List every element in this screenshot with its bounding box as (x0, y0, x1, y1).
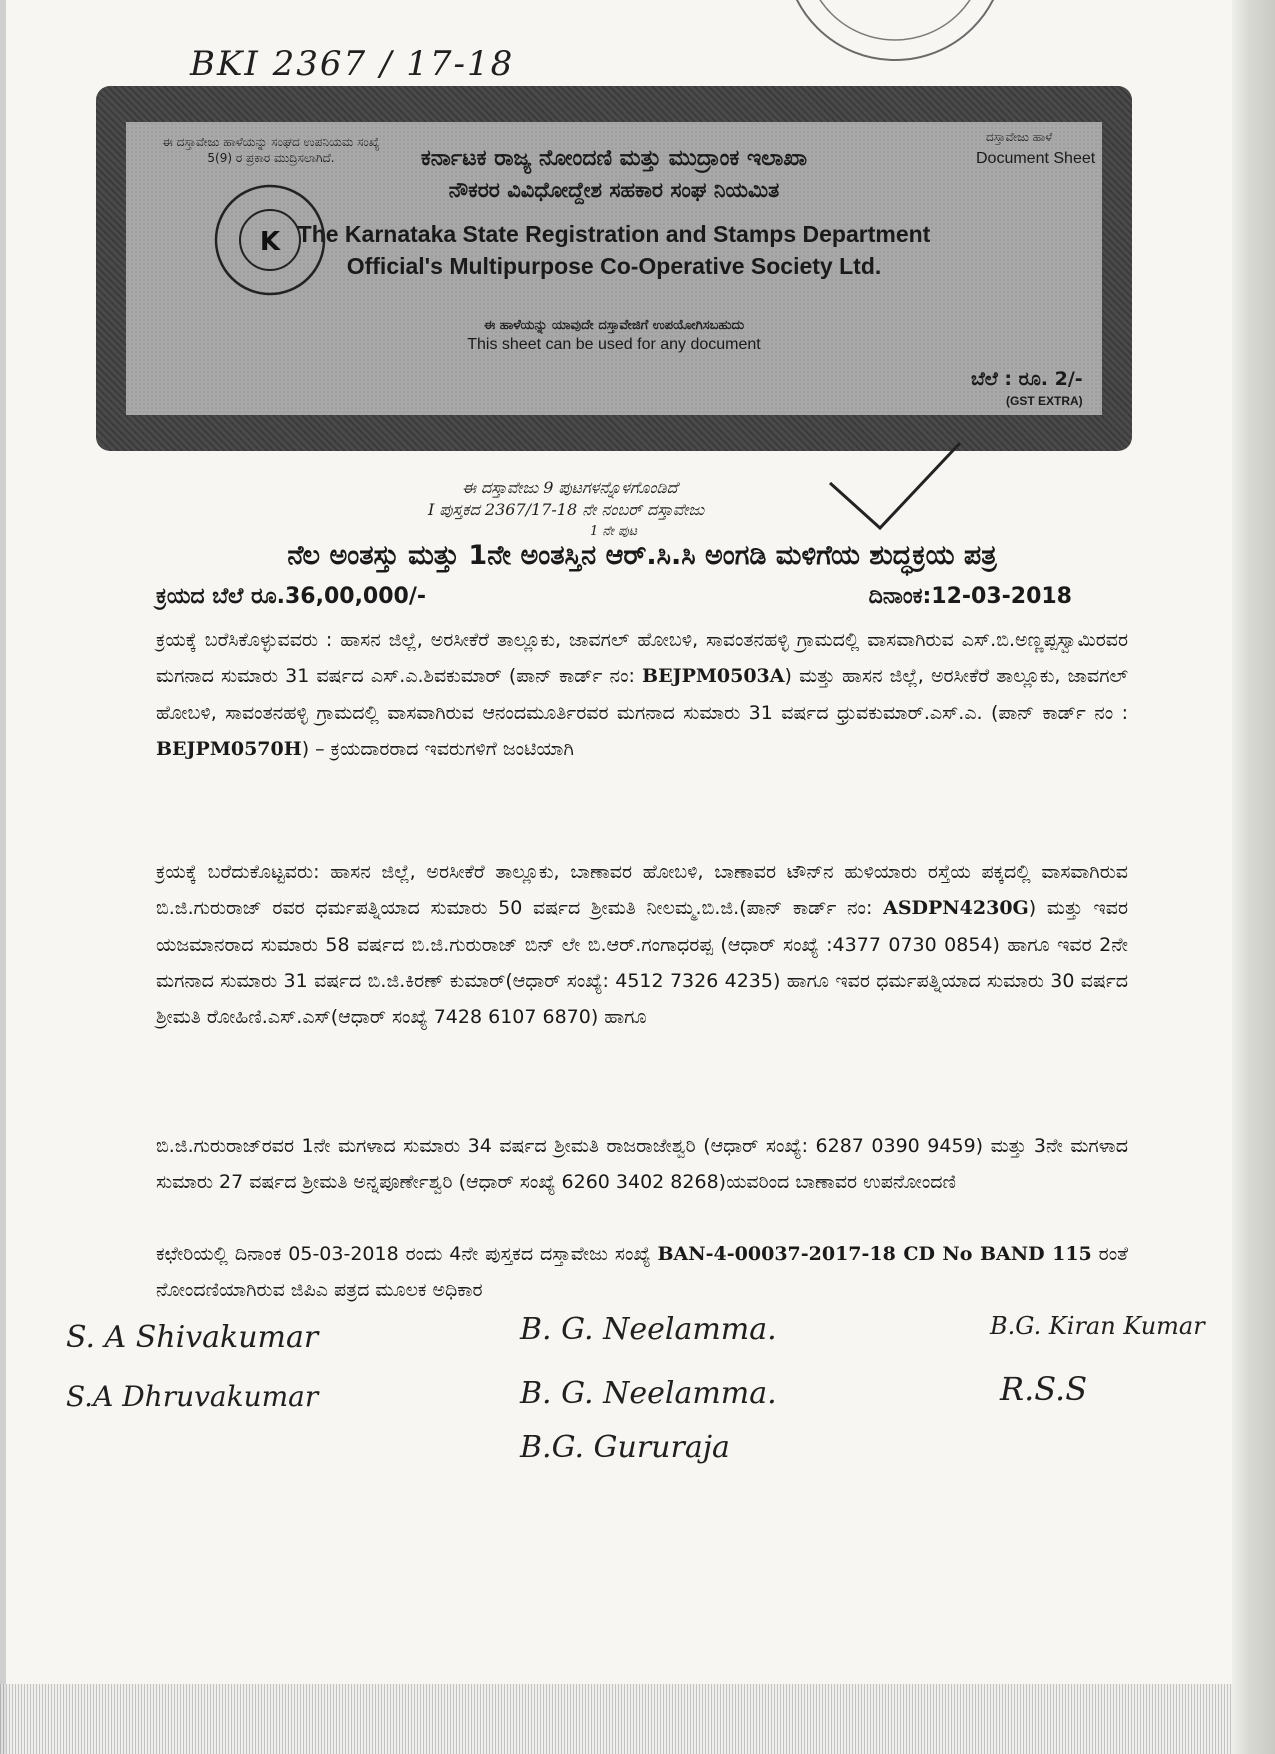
endorsement-book-number: I ಪುಸ್ತಕದ 2367/17-18 ನೇ ನಂಬರ್ ದಸ್ತಾವೇಜು (428, 500, 705, 519)
scan-edge-noise (0, 1684, 1232, 1754)
registrar-check-icon (820, 438, 970, 538)
stamp-en-title-2: Official's Multipurpose Co-Operative Society Ltd. (346, 253, 882, 279)
sellers-text-2: ) ಮತ್ತು ಇವರ ಯಜಮಾನರಾದ ಸುಮಾರು 58 ವರ್ಷದ ಬಿ.ಜಿ.ಗುರುರಾಜ್ ಬಿನ್ ಲೇ ಬಿ.ಆರ್.ಗಂಗಾಧರಪ್ಪ (ಆಧಾರ್ ಸಂಖ್ಯೆ :4377 0730 0854) ಹಾಗೂ ಇವರ 2ನೇ ಮಗನಾದ ಸುಮಾರು 31 ವರ್ಷದ ಬಿ.ಜಿ.ಕಿರಣ್ ಕುಮಾರ್(ಆಧಾರ್ ಸಂಖ್ಯೆ: 4512 7326 4235) ಹಾಗೂ ಇವರ ಧರ್ಮಪತ್ನಿಯಾದ ಸುಮಾರು 30 ವರ್ಷದ ಶ್ರೀಮತಿ ರೋಹಿಣಿ.ಎಸ್.ಎಸ್(ಆಧಾರ್ ಸಂಖ್ಯೆ 7428 6107 6870) ಹಾಗೂ (156, 897, 1128, 1029)
stamp-kn-note: ಈ ದಸ್ತಾವೇಜು ಹಾಳೆಯನ್ನು ಸಂಘದ ಉಪನಿಯಮ ಸಂಖ್ಯೆ 5(9) ರ ಪ್ರಕಾರ ಮುದ್ರಿಸಲಾಗಿದೆ. (162, 135, 380, 165)
page-edge-left (0, 0, 6, 1754)
buyers-text-3: ) – ಕ್ರಯದಾರರಾದ ಇವರುಗಳಿಗೆ ಜಂಟಿಯಾಗಿ (301, 737, 574, 760)
stamp-kn-document-sheet: ದಸ್ತಾವೇಜು ಹಾಳೆ (986, 130, 1053, 144)
society-seal-icon (212, 182, 328, 298)
stamp-kn-title-1: ಕರ್ನಾಟಕ ರಾಜ್ಯ ನೋಂದಣಿ ಮತ್ತು ಮುದ್ರಾಂಕ ಇಲಾಖಾ (420, 146, 808, 171)
endorsement-page-number: 1 ನೇ ಪುಟ (590, 524, 638, 539)
page-edge-right (1232, 0, 1275, 1754)
stamp-en-document-sheet: Document Sheet (976, 150, 1096, 167)
sellers-paragraph-2 (156, 1128, 1128, 1201)
stamp-en-usage: This sheet can be used for any document (467, 336, 761, 353)
stamp-kn-usage: ಈ ಹಾಳೆಯನ್ನು ಯಾವುದೇ ದಸ್ತಾವೇಜಿಗೆ ಉಪಯೋಗಿಸಬಹುದು (483, 318, 745, 333)
gpa-reference: BAN-4-00037-2017-18 CD No BAND 115 (657, 1243, 1092, 1265)
signature-4: S.A Dhruvakumar (66, 1380, 319, 1413)
gpa-text-2: ರಂತೆ ನೋಂದಣಿಯಾಗಿರುವ ಜಿಪಿಎ ಪತ್ರದ ಮೂಲಕ ಅಧಿಕಾರ (156, 1243, 1128, 1302)
deed-title: ನೆಲ ಅಂತಸ್ತು ಮತ್ತು 1ನೇ ಅಂತಸ್ತಿನ ಆರ್.ಸಿ.ಸಿ ಅಂಗಡಿ ಮಳಿಗೆಯ ಶುದ್ಧಕ್ರಯ ಪತ್ರ (287, 540, 997, 571)
stamp-price: ಬೆಲೆ : ರೂ. 2/- (971, 368, 1083, 390)
endorsement-page-count: ಈ ದಸ್ತಾವೇಜು 9 ಪುಟಗಳನ್ನೊಳಗೊಂಡಿದೆ (462, 478, 678, 497)
gpa-text-1: ಕಛೇರಿಯಲ್ಲಿ ದಿನಾಂಕ 05-03-2018 ರಂದು 4ನೇ ಪುಸ್ತಕದ ದಸ್ತಾವೇಜು ಸಂಖ್ಯೆ (156, 1243, 658, 1265)
pan-number-2: BEJPM0570H (156, 737, 302, 760)
sellers-text-1: ಕ್ರಯಕ್ಕೆ ಬರೆದುಕೊಟ್ಟವರು: ಹಾಸನ ಜಿಲ್ಲೆ, ಅರಸೀಕೆರೆ ತಾಲ್ಲೂಕು, ಬಾಣಾವರ ಹೋಬಳಿ, ಬಾಣಾವರ ಟೌನ್‌ನ ಹುಳಿಯಾರು ರಸ್ತೆಯ ಪಕ್ಕದಲ್ಲಿ ವಾಸವಾಗಿರುವ ಬಿ.ಜಿ.ಗುರುರಾಜ್ ರವರ ಧರ್ಮಪತ್ನಿಯಾದ ಸುಮಾರು 50 ವರ್ಷದ ಶ್ರೀಮತಿ ನೀಲಮ್ಮ.ಬಿ.ಜಿ.(ಪಾನ್ ಕಾರ್ಡ್ ನಂ: (156, 861, 1128, 920)
buyers-text-2: ) ಮತ್ತು ಹಾಸನ ಜಿಲ್ಲೆ, ಅರಸೀಕೆರೆ ತಾಲ್ಲೂಕು, ಜಾವಗಲ್ ಹೋಬಳಿ, ಸಾವಂತನಹಳ್ಳಿ ಗ್ರಾಮದಲ್ಲಿ ವಾಸವಾಗಿರುವ ಆನಂದಮೂರ್ತಿರವರ ಮಗನಾದ ಸುಮಾರು 31 ವರ್ಷದ ಧ್ರುವಕುಮಾರ್.ಎಸ್.ಎ. (ಪಾನ್ ಕಾರ್ಡ್ ನಂ : (156, 665, 1128, 724)
gpa-paragraph (156, 1236, 1128, 1309)
pan-number-3: ASDPN4230G (883, 897, 1029, 920)
sellers-paragraph (156, 854, 1128, 1035)
stamp-kn-title-2: ನೌಕರರ ವಿವಿಧೋದ್ದೇಶ ಸಹಕಾರ ಸಂಘ ನಿಯಮಿತ (448, 178, 780, 202)
stamp-en-title-1: The Karnataka State Registration and Stamps Department (297, 221, 931, 247)
deed-date: ದಿನಾಂಕ:12-03-2018 (868, 584, 1072, 609)
signature-7: B.G. Gururaja (520, 1430, 730, 1465)
stamp-document-sheet (96, 86, 1132, 451)
sale-price: ಕ್ರಯದ ಬೆಲೆ ರೂ.36,00,000/- (156, 584, 427, 609)
buyers-paragraph (156, 622, 1128, 767)
stamp-sheet-panel (126, 122, 1102, 415)
office-seal-icon (765, 0, 1025, 80)
seal-letter: K (259, 227, 281, 257)
price-date-row (156, 584, 1128, 614)
stamp-gst: (GST EXTRA) (1006, 394, 1083, 408)
handwritten-file-number: BKI 2367 / 17-18 (190, 44, 515, 84)
sellers-text-3: ಬಿ.ಜಿ.ಗುರುರಾಜ್‌ರವರ 1ನೇ ಮಗಳಾದ ಸುಮಾರು 34 ವರ್ಷದ ಶ್ರೀಮತಿ ರಾಜರಾಜೇಶ್ವರಿ (ಆಧಾರ್ ಸಂಖ್ಯೆ: 6287 0390 9459) ಮತ್ತು 3ನೇ ಮಗಳಾದ ಸುಮಾರು 27 ವರ್ಷದ ಶ್ರೀಮತಿ ಅನ್ನಪೂರ್ಣೇಶ್ವರಿ (ಆಧಾರ್ ಸಂಖ್ಯೆ 6260 3402 8268)ಯವರಿಂದ ಬಾಣಾವರ ಉಪನೋಂದಣಿ (156, 1135, 1128, 1194)
signature-6: R.S.S (1000, 1370, 1088, 1408)
signature-5: B. G. Neelamma. (520, 1376, 777, 1411)
buyers-text-1: ಕ್ರಯಕ್ಕೆ ಬರೆಸಿಕೊಳ್ಳುವವರು : ಹಾಸನ ಜಿಲ್ಲೆ, ಅರಸೀಕೆರೆ ತಾಲ್ಲೂಕು, ಜಾವಗಲ್ ಹೋಬಳಿ, ಸಾವಂತನಹಳ್ಳಿ ಗ್ರಾಮದಲ್ಲಿ ವಾಸವಾಗಿರುವ ಎಸ್.ಬಿ.ಅಣ್ಣಪ್ಪಸ್ವಾಮಿರವರ ಮಗನಾದ ಸುಮಾರು 31 ವರ್ಷದ ಎಸ್.ಎ.ಶಿವಕುಮಾರ್ (ಪಾನ್ ಕಾರ್ಡ್ ನಂ: (156, 629, 1128, 688)
signature-1: S. A Shivakumar (66, 1320, 319, 1355)
pan-number-1: BEJPM0503A (642, 665, 785, 688)
signature-2: B. G. Neelamma. (520, 1312, 777, 1347)
signature-3: B.G. Kiran Kumar (990, 1312, 1205, 1340)
